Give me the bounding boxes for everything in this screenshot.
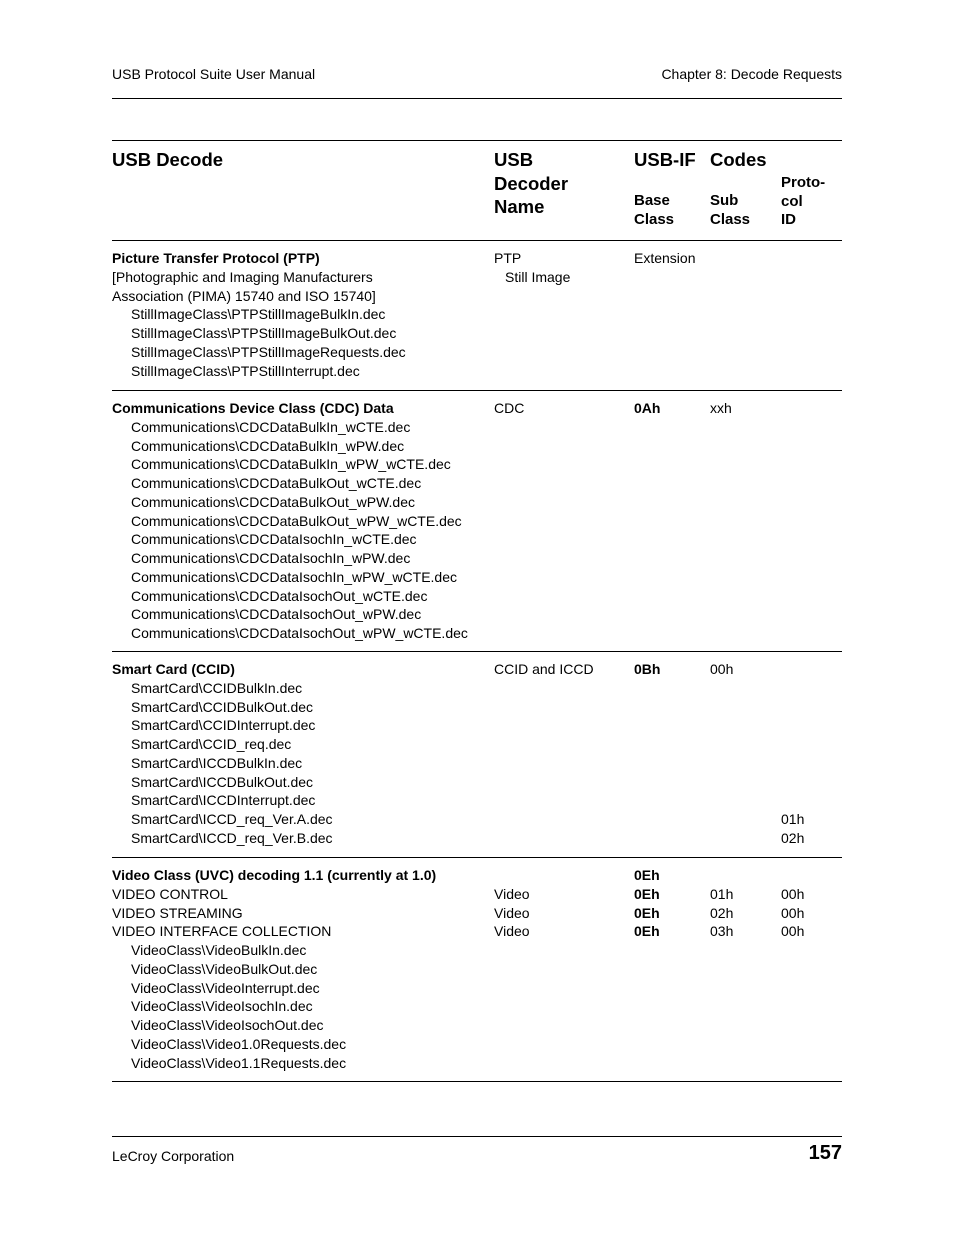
header-sub-class-line: Sub bbox=[710, 192, 739, 209]
cell-line: Communications\CDCDataBulkIn_wCTE.dec bbox=[131, 418, 411, 435]
cell-line: 02h bbox=[781, 829, 805, 846]
cell-line: Video bbox=[494, 904, 530, 921]
cell-line: 00h bbox=[710, 661, 734, 677]
section-title: Video Class (UVC) decoding 1.1 (currently at 1.0) bbox=[112, 867, 437, 883]
cell-line: 03h bbox=[710, 923, 734, 940]
row-rule bbox=[112, 390, 842, 391]
cell-line bbox=[781, 791, 804, 810]
cell-line: VideoClass\VideoIsochOut.dec bbox=[131, 1017, 324, 1033]
cell-line: Communications\CDCDataIsochOut_wPW.dec bbox=[131, 606, 422, 623]
cell-line: SmartCard\ICCDBulkIn.dec bbox=[131, 754, 303, 771]
header-decoder-name-line: USB bbox=[494, 149, 534, 170]
cell-line: Communications\CDCDataIsochIn_wCTE.dec bbox=[131, 531, 417, 548]
header-decoder-name bbox=[494, 148, 568, 219]
header-sub-class bbox=[710, 192, 750, 229]
cell-line: 0Eh bbox=[634, 885, 660, 902]
cell-line: PTP bbox=[494, 250, 522, 266]
cell-line: SmartCard\CCIDBulkIn.dec bbox=[131, 679, 303, 696]
cell-line: [Photographic and Imaging Manufacturers bbox=[112, 268, 373, 285]
header-protocol-id bbox=[781, 174, 825, 230]
decoder-name-cell bbox=[494, 660, 594, 679]
section-title: Smart Card (CCID) bbox=[112, 661, 235, 677]
page-number: 157 bbox=[808, 1142, 842, 1164]
cell-line: StillImageClass\PTPStillInterrupt.dec bbox=[131, 362, 360, 379]
header-base-class-line: Class bbox=[634, 210, 675, 228]
footer-company: LeCroy Corporation bbox=[112, 1148, 235, 1164]
cell-line: 0Eh bbox=[634, 904, 660, 921]
header-base-class bbox=[634, 192, 674, 229]
cell-line: Video bbox=[494, 885, 530, 902]
section-title: Communications Device Class (CDC) Data bbox=[112, 400, 394, 416]
cell-line: Communications\CDCDataBulkIn_wPW.dec bbox=[131, 437, 405, 454]
protocol-id-cell bbox=[781, 866, 804, 941]
cell-line bbox=[710, 866, 733, 885]
header-base-class-line: Base bbox=[634, 192, 670, 209]
base-class-cell bbox=[634, 249, 695, 268]
cell-line: SmartCard\ICCDBulkOut.dec bbox=[131, 773, 314, 790]
cell-line: SmartCard\ICCD_req_Ver.A.dec bbox=[131, 811, 333, 827]
base-class-cell bbox=[634, 866, 660, 941]
cell-line: VideoClass\VideoInterrupt.dec bbox=[131, 979, 320, 996]
cell-line bbox=[781, 773, 804, 792]
sub-class-cell bbox=[710, 660, 733, 679]
cell-line: Communications\CDCDataBulkIn_wPW_wCTE.dec bbox=[131, 456, 451, 473]
cell-line: 01h bbox=[781, 811, 805, 827]
cell-line: Communications\CDCDataBulkOut_wPW_wCTE.dec bbox=[131, 512, 462, 529]
row-rule bbox=[112, 857, 842, 858]
cell-line: 02h bbox=[710, 904, 734, 921]
cell-line: xxh bbox=[710, 400, 732, 416]
decode-cell bbox=[112, 399, 468, 643]
cell-line bbox=[781, 698, 804, 717]
cell-line: StillImageClass\PTPStillImageRequests.dec bbox=[131, 343, 406, 360]
cell-line: Communications\CDCDataIsochOut_wPW_wCTE.dec bbox=[131, 625, 468, 641]
header-protocol-id-line: Proto- bbox=[781, 174, 826, 191]
cell-line: VideoClass\VideoIsochIn.dec bbox=[131, 998, 313, 1015]
cell-line: VIDEO STREAMING bbox=[112, 904, 243, 921]
header-decoder-name-line: Name bbox=[494, 196, 545, 217]
cell-line: Video bbox=[494, 923, 530, 940]
cell-line: CDC bbox=[494, 400, 525, 416]
decode-cell bbox=[112, 249, 406, 380]
base-class-cell bbox=[634, 660, 660, 679]
cell-line: VideoClass\Video1.0Requests.dec bbox=[131, 1035, 347, 1052]
cell-line bbox=[781, 679, 804, 698]
cell-line: 00h bbox=[781, 904, 805, 921]
cell-line: Still Image bbox=[505, 268, 571, 285]
cell-line: SmartCard\ICCDInterrupt.dec bbox=[131, 792, 316, 809]
decoder-name-cell bbox=[494, 249, 570, 287]
decoder-name-cell bbox=[494, 866, 530, 941]
decoder-name-cell bbox=[494, 399, 524, 418]
cell-line bbox=[781, 716, 804, 735]
decode-cell bbox=[112, 866, 436, 1072]
cell-line: VIDEO INTERFACE COLLECTION bbox=[112, 923, 332, 940]
cell-line: Communications\CDCDataBulkOut_wPW.dec bbox=[131, 493, 415, 510]
cell-line: CCID and ICCD bbox=[494, 661, 594, 677]
cell-line: 00h bbox=[781, 923, 805, 940]
header-usb-decode: USB Decode bbox=[112, 149, 224, 170]
cell-line bbox=[781, 866, 804, 885]
table-top-rule bbox=[112, 140, 842, 141]
cell-line: StillImageClass\PTPStillImageBulkIn.dec bbox=[131, 306, 386, 323]
cell-line: StillImageClass\PTPStillImageBulkOut.dec bbox=[131, 325, 397, 341]
cell-line bbox=[494, 866, 530, 885]
cell-line: Communications\CDCDataBulkOut_wCTE.dec bbox=[131, 475, 422, 491]
cell-line: SmartCard\CCID_req.dec bbox=[131, 736, 292, 752]
table-header-rule bbox=[112, 240, 842, 241]
cell-line: Communications\CDCDataIsochIn_wPW.dec bbox=[131, 550, 411, 566]
cell-line: SmartCard\ICCD_req_Ver.B.dec bbox=[131, 829, 333, 846]
cell-line: 0Eh bbox=[634, 867, 660, 883]
header-usbif: USB-IF bbox=[634, 149, 696, 170]
header-protocol-id-line: col bbox=[781, 192, 803, 210]
footer-rule bbox=[112, 1136, 842, 1137]
cell-line: Communications\CDCDataIsochIn_wPW_wCTE.dec bbox=[131, 568, 457, 585]
cell-line: Association (PIMA) 15740 and ISO 15740] bbox=[112, 287, 376, 304]
cell-line: SmartCard\CCIDBulkOut.dec bbox=[131, 698, 314, 715]
protocol-id-cell bbox=[781, 660, 804, 848]
cell-line: VIDEO CONTROL bbox=[112, 885, 228, 902]
row-rule bbox=[112, 1081, 842, 1082]
decode-cell bbox=[112, 660, 333, 848]
header-protocol-id-line: ID bbox=[781, 211, 796, 228]
base-class-cell bbox=[634, 399, 660, 418]
cell-line: Extension bbox=[634, 250, 696, 266]
running-header-chapter: Chapter 8: Decode Requests bbox=[661, 66, 842, 82]
section-title: Picture Transfer Protocol (PTP) bbox=[112, 250, 320, 266]
cell-line: VideoClass\VideoBulkIn.dec bbox=[131, 942, 307, 958]
header-codes: Codes bbox=[710, 149, 767, 170]
sub-class-cell bbox=[710, 866, 733, 941]
cell-line bbox=[781, 754, 804, 773]
cell-line bbox=[781, 735, 804, 754]
cell-line: Communications\CDCDataIsochOut_wCTE.dec bbox=[131, 587, 428, 604]
sub-class-cell bbox=[710, 399, 732, 418]
header-decoder-name-line: Decoder bbox=[494, 172, 569, 194]
cell-line: VideoClass\VideoBulkOut.dec bbox=[131, 960, 318, 977]
row-rule bbox=[112, 651, 842, 652]
cell-line: 01h bbox=[710, 885, 734, 902]
cell-line: SmartCard\CCIDInterrupt.dec bbox=[131, 717, 316, 734]
running-header-title: USB Protocol Suite User Manual bbox=[112, 66, 316, 82]
cell-line: 0Eh bbox=[634, 923, 660, 940]
header-rule bbox=[112, 98, 842, 99]
cell-line: 0Ah bbox=[634, 400, 661, 416]
cell-line bbox=[781, 660, 804, 679]
cell-line: 0Bh bbox=[634, 661, 661, 677]
cell-line: 00h bbox=[781, 885, 805, 902]
cell-line: VideoClass\Video1.1Requests.dec bbox=[131, 1054, 347, 1071]
header-sub-class-line: Class bbox=[710, 210, 751, 228]
